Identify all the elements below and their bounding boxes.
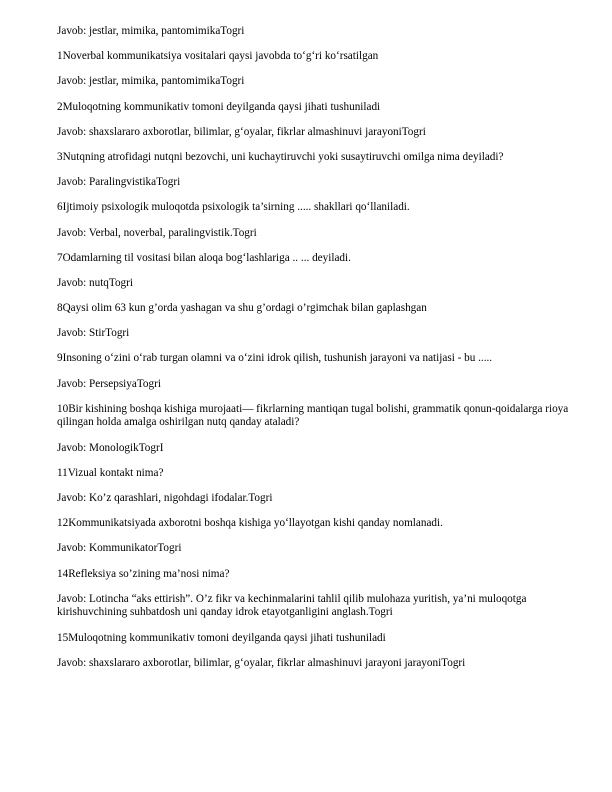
answer-text: Javob: ParalingvistikaTogri <box>57 176 181 189</box>
question-text: 14Refleksiya so’zining ma’nosi nima? <box>57 567 230 580</box>
document-page <box>57 25 579 682</box>
answer-text: Javob: MonologikTogrI <box>57 441 164 454</box>
question-text: 9Insoning o‘zini o‘rab turgan olamni va o‘zini idrok qilish, tushunish jarayoni va natijasi - bu ..... <box>57 352 493 365</box>
question-text: 8Qaysi olim 63 kun g’orda yashagan va shu g’ordagi o’rgimchak bilan gaplashgan <box>57 302 427 315</box>
answer-text: Javob: Verbal, noverbal, paralingvistik.Togri <box>57 226 257 239</box>
answer-text: Javob: shaxslararo axborotlar, bilimlar, g‘oyalar, fikrlar almashinuvi jarayoni jarayoniTogri <box>57 656 466 669</box>
question-text: 11Vizual kontakt nima? <box>57 466 164 479</box>
question-text: 3Nutqning atrofidagi nutqni bezovchi, uni kuchaytiruvchi yoki susaytiruvchi omilga nima deyiladi? <box>57 150 504 163</box>
question-text: 10Bir kishining boshqa kishiga murojaati— fikrlarning mantiqan tugal bolishi, grammatik qonun-qoidalarga rioya qilingan holda amalga oshirilgan nutq qanday ataladi? <box>57 402 569 429</box>
answer-text: Javob: PersepsiyaTogri <box>57 377 161 390</box>
question-text: 1Noverbal kommunikatsiya vositalari qaysi javobda to‘g‘ri ko‘rsatilgan <box>57 50 379 63</box>
answer-text: Javob: StirTogri <box>57 327 130 340</box>
answer-text: Javob: KommunikatorTogri <box>57 542 182 555</box>
answer-text: Javob: Lotincha “aks ettirish”. O’z fikr va kechinmalarini tahlil qilib mulohaza yuritish, ya’ni muloqotga kirishuvchining suhbatdosh uni qanday idrok etayotganligini anglash.Togri <box>57 592 527 619</box>
question-text: 2Muloqotning kommunikativ tomoni deyilganda qaysi jihati tushuniladi <box>57 100 381 113</box>
question-text: 7Odamlarning til vositasi bilan aloqa bog‘lashlariga .. ... deyiladi. <box>57 251 351 264</box>
question-text: 6Ijtimoiy psixologik muloqotda psixologik ta’sirning ..... shakllari qo‘llaniladi. <box>57 201 410 214</box>
answer-text: Javob: Ko’z qarashlari, nigohdagi ifodalar.Togri <box>57 491 273 504</box>
answer-text: Javob: jestlar, mimika, pantomimikaTogri <box>57 25 245 37</box>
answer-text: Javob: jestlar, mimika, pantomimikaTogri <box>57 75 245 88</box>
question-text: 15Muloqotning kommunikativ tomoni deyilganda qaysi jihati tushuniladi <box>57 631 386 644</box>
question-text: 12Kommunikatsiyada axborotni boshqa kishiga yo‘llayotgan kishi qanday nomlanadi. <box>57 517 443 530</box>
answer-text: Javob: nutqTogri <box>57 276 133 289</box>
answer-text: Javob: shaxslararo axborotlar, bilimlar, g‘oyalar, fikrlar almashinuvi jarayoniTogri <box>57 125 426 138</box>
